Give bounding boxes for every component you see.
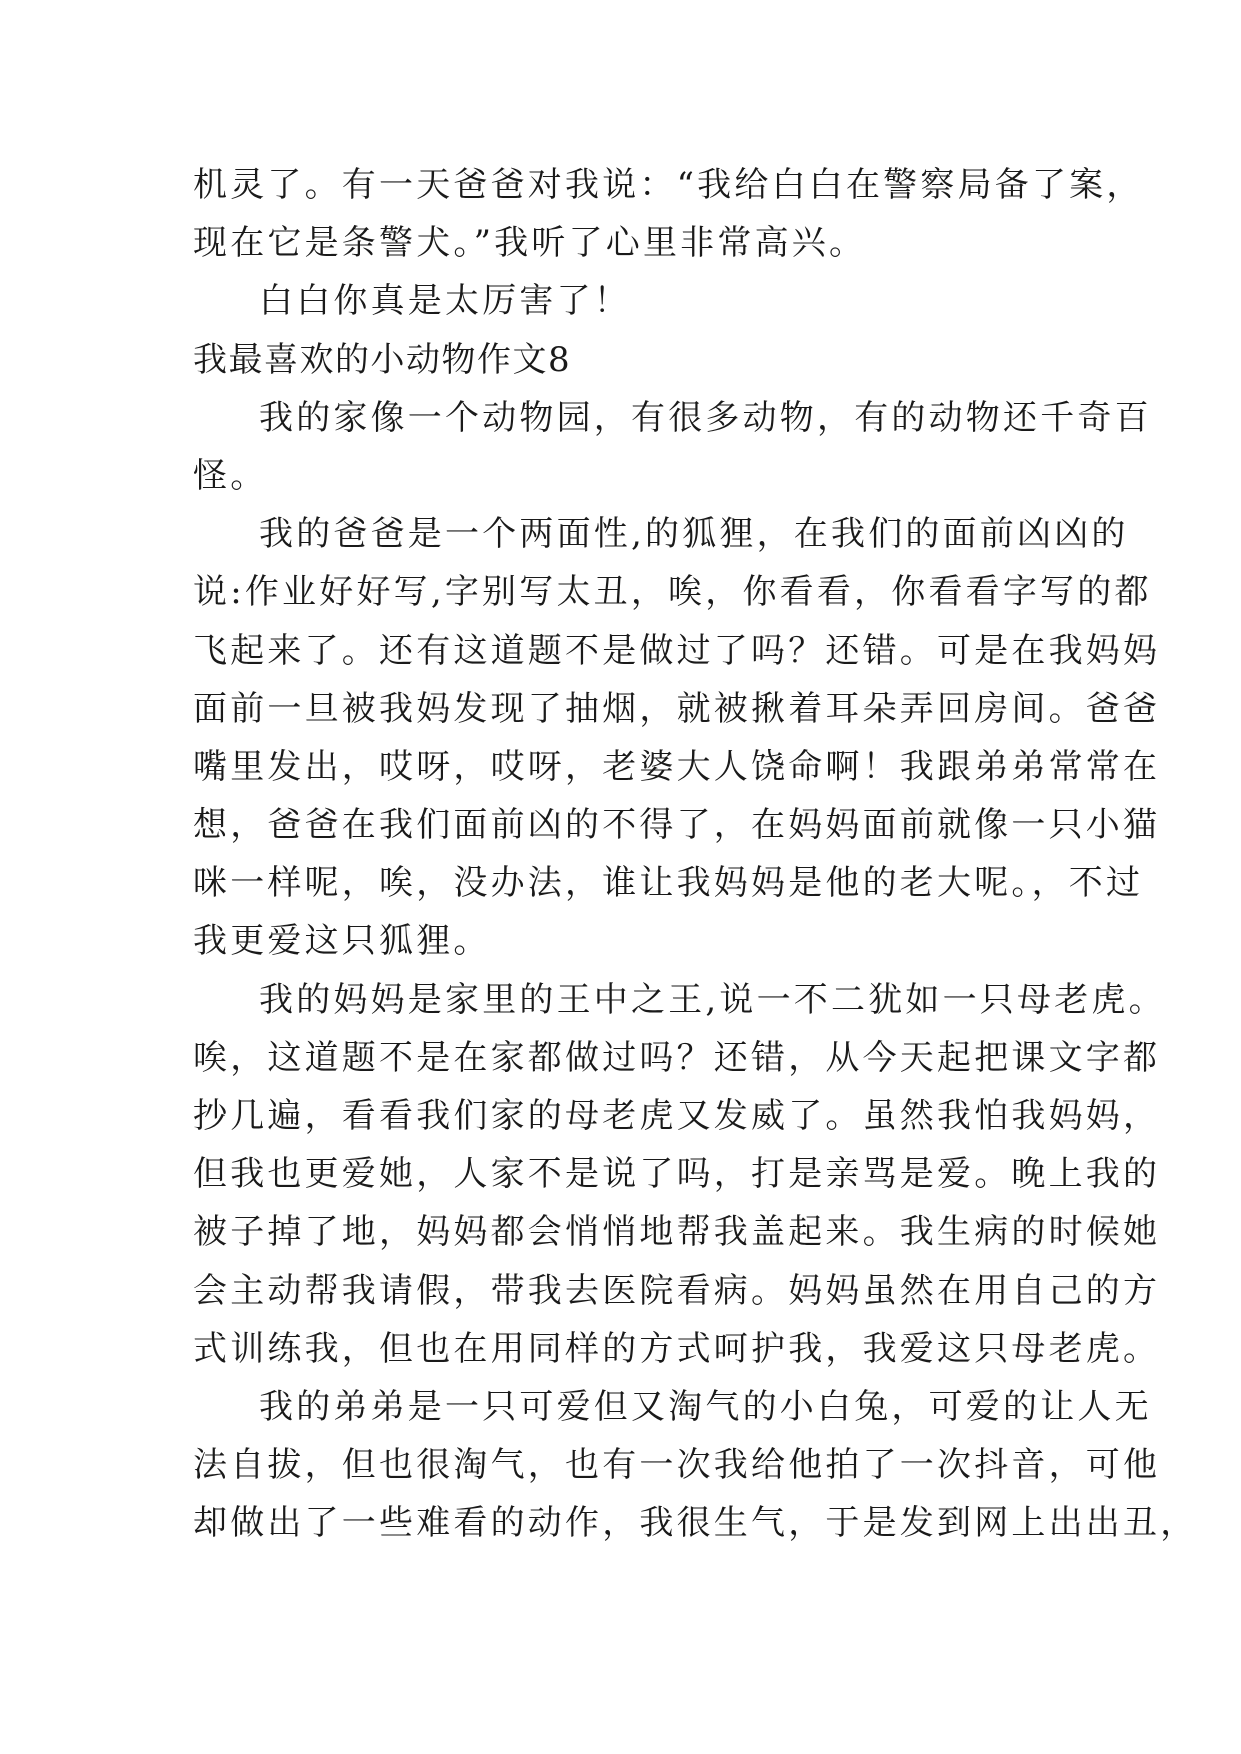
essay-text <box>193 156 1198 1553</box>
text-line: 面前一旦被我妈发现了抽烟，就被揪着耳朵弄回房间。爸爸 <box>193 688 1161 729</box>
text-line: 会主动帮我请假，带我去医院看病。妈妈虽然在用自己的方 <box>193 1270 1161 1311</box>
text-line: 说:作业好好写,字别写太丑，唉，你看看，你看看字写的都 <box>193 572 1152 613</box>
essay-title: 我最喜欢的小动物作文8 <box>193 339 572 380</box>
text-line: 想，爸爸在我们面前凶的不得了，在妈妈面前就像一只小猫 <box>193 805 1161 846</box>
paragraph-first-line: 我的弟弟是一只可爱但又淘气的小白兔，可爱的让人无 <box>259 1386 1152 1427</box>
text-line: 式训练我，但也在用同样的方式呵护我，我爱这只母老虎。 <box>193 1328 1161 1369</box>
text-line: 飞起来了。还有这道题不是做过了吗？还错。可是在我妈妈 <box>193 630 1161 671</box>
paragraph-first-line: 我的妈妈是家里的王中之王,说一不二犹如一只母老虎。 <box>259 979 1166 1020</box>
paragraph-first-line: 我的爸爸是一个两面性,的狐狸，在我们的面前凶凶的 <box>259 514 1129 555</box>
text-line: 怪。 <box>193 455 268 496</box>
text-line: 被子掉了地，妈妈都会悄悄地帮我盖起来。我生病的时候她 <box>193 1212 1161 1253</box>
text-line: 嘴里发出，哎呀，哎呀，老婆大人饶命啊！我跟弟弟常常在 <box>193 746 1161 787</box>
text-line: 我更爱这只狐狸。 <box>193 921 491 962</box>
paragraph-first-line: 我的家像一个动物园，有很多动物，有的动物还千奇百 <box>259 397 1152 438</box>
text-line: 却做出了一些难看的动作，我很生气，于是发到网上出出丑， <box>193 1503 1198 1544</box>
paragraph-first-line: 白白你真是太厉害了！ <box>259 281 631 322</box>
text-line: 现在它是条警犬。”我听了心里非常高兴。 <box>193 223 867 264</box>
text-line: 法自拔，但也很淘气，也有一次我给他拍了一次抖音，可他 <box>193 1445 1161 1486</box>
text-line: 机灵了。有一天爸爸对我说：“我给白白在警察局备了案， <box>193 165 1144 205</box>
text-line: 唉，这道题不是在家都做过吗？还错，从今天起把课文字都 <box>193 1037 1161 1078</box>
text-line: 抄几遍，看看我们家的母老虎又发威了。虽然我怕我妈妈， <box>193 1096 1161 1136</box>
text-line: 咪一样呢，唉，没办法，谁让我妈妈是他的老大呢。，不过 <box>193 863 1144 904</box>
text-line: 但我也更爱她，人家不是说了吗，打是亲骂是爱。晚上我的 <box>193 1154 1161 1195</box>
